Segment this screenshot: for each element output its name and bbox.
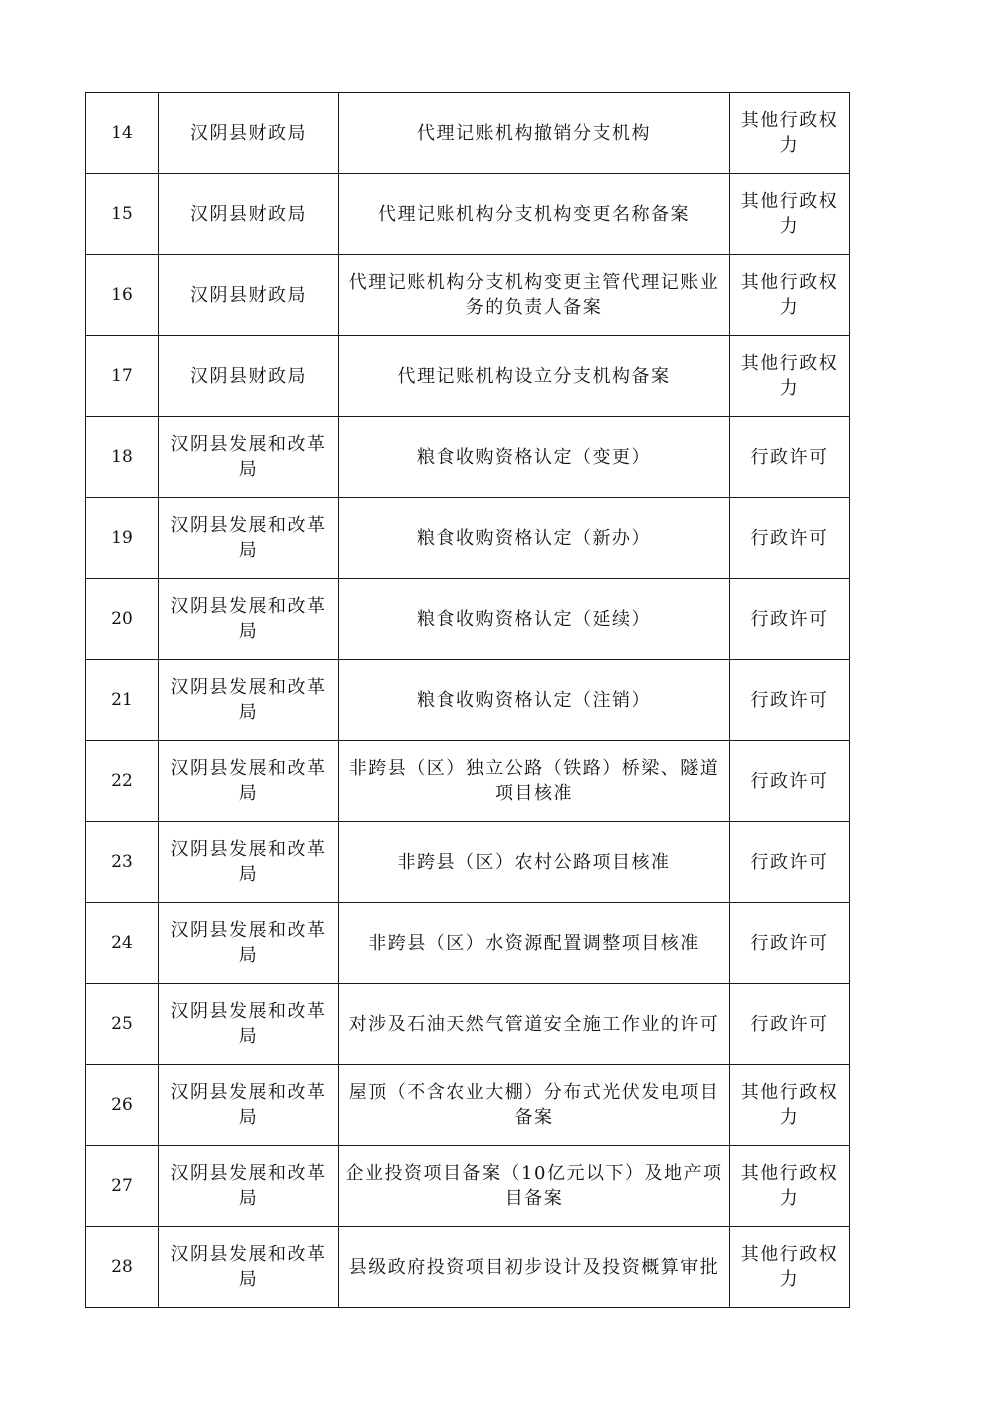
item-name-cell: 粮食收购资格认定（注销） [339,660,730,741]
row-number-cell: 18 [86,417,159,498]
department-cell: 汉阴县发展和改革局 [159,1146,339,1227]
item-name-cell: 粮食收购资格认定（延续） [339,579,730,660]
power-type-cell: 其他行政权力 [730,336,850,417]
item-name-cell: 企业投资项目备案（10亿元以下）及地产项目备案 [339,1146,730,1227]
item-name-cell: 代理记账机构分支机构变更名称备案 [339,174,730,255]
department-cell: 汉阴县发展和改革局 [159,498,339,579]
item-name-cell: 县级政府投资项目初步设计及投资概算审批 [339,1227,730,1308]
department-cell: 汉阴县发展和改革局 [159,1065,339,1146]
row-number-cell: 21 [86,660,159,741]
table-row [86,822,850,903]
item-name-cell: 非跨县（区）农村公路项目核准 [339,822,730,903]
power-type-cell: 行政许可 [730,984,850,1065]
table-row [86,1227,850,1308]
row-number-cell: 26 [86,1065,159,1146]
item-name-cell: 对涉及石油天然气管道安全施工作业的许可 [339,984,730,1065]
power-type-cell: 行政许可 [730,579,850,660]
row-number-cell: 23 [86,822,159,903]
power-type-cell: 行政许可 [730,498,850,579]
item-name-cell: 粮食收购资格认定（变更） [339,417,730,498]
power-type-cell: 其他行政权力 [730,93,850,174]
department-cell: 汉阴县财政局 [159,174,339,255]
item-name-cell: 屋顶（不含农业大棚）分布式光伏发电项目备案 [339,1065,730,1146]
item-name-cell: 粮食收购资格认定（新办） [339,498,730,579]
table-row [86,336,850,417]
row-number-cell: 19 [86,498,159,579]
power-type-cell: 其他行政权力 [730,1065,850,1146]
table-row [86,579,850,660]
power-type-cell: 行政许可 [730,903,850,984]
table-row [86,93,850,174]
department-cell: 汉阴县财政局 [159,255,339,336]
item-name-cell: 代理记账机构分支机构变更主管代理记账业务的负责人备案 [339,255,730,336]
department-cell: 汉阴县发展和改革局 [159,660,339,741]
power-type-cell: 行政许可 [730,741,850,822]
row-number-cell: 17 [86,336,159,417]
item-name-cell: 非跨县（区）水资源配置调整项目核准 [339,903,730,984]
power-type-cell: 其他行政权力 [730,1146,850,1227]
power-type-cell: 其他行政权力 [730,255,850,336]
table-row [86,741,850,822]
table-row [86,660,850,741]
department-cell: 汉阴县发展和改革局 [159,903,339,984]
row-number-cell: 25 [86,984,159,1065]
department-cell: 汉阴县发展和改革局 [159,417,339,498]
table-row [86,984,850,1065]
power-type-cell: 其他行政权力 [730,174,850,255]
department-cell: 汉阴县发展和改革局 [159,579,339,660]
power-type-cell: 行政许可 [730,417,850,498]
row-number-cell: 27 [86,1146,159,1227]
table-row [86,498,850,579]
power-type-cell: 其他行政权力 [730,1227,850,1308]
item-name-cell: 代理记账机构设立分支机构备案 [339,336,730,417]
table-row [86,174,850,255]
row-number-cell: 22 [86,741,159,822]
row-number-cell: 15 [86,174,159,255]
department-cell: 汉阴县发展和改革局 [159,741,339,822]
row-number-cell: 28 [86,1227,159,1308]
department-cell: 汉阴县发展和改革局 [159,822,339,903]
row-number-cell: 14 [86,93,159,174]
administrative-power-table [85,92,850,1308]
power-type-cell: 行政许可 [730,660,850,741]
department-cell: 汉阴县财政局 [159,93,339,174]
department-cell: 汉阴县发展和改革局 [159,984,339,1065]
item-name-cell: 非跨县（区）独立公路（铁路）桥梁、隧道项目核准 [339,741,730,822]
department-cell: 汉阴县发展和改革局 [159,1227,339,1308]
table-row [86,1065,850,1146]
table-row [86,255,850,336]
row-number-cell: 24 [86,903,159,984]
department-cell: 汉阴县财政局 [159,336,339,417]
power-type-cell: 行政许可 [730,822,850,903]
table-row [86,1146,850,1227]
row-number-cell: 20 [86,579,159,660]
table-row [86,417,850,498]
item-name-cell: 代理记账机构撤销分支机构 [339,93,730,174]
row-number-cell: 16 [86,255,159,336]
table-row [86,903,850,984]
